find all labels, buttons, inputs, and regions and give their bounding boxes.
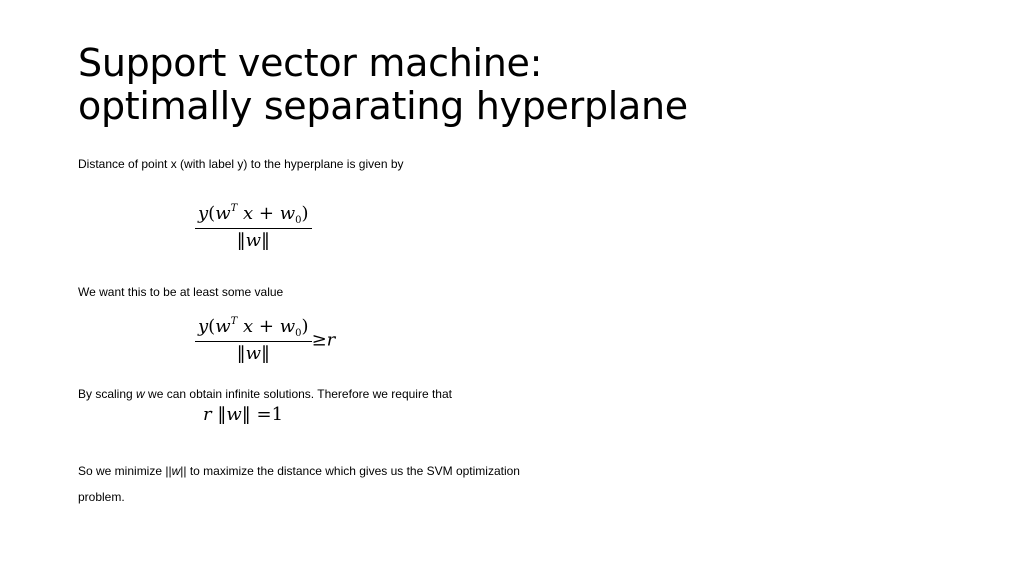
slide-title-line-2: optimally separating hyperplane (78, 84, 688, 128)
paragraph-scaling: By scaling w we can obtain infinite solutions. Therefore we require that (78, 387, 452, 401)
inequality-rhs: ≥r (311, 329, 336, 351)
paragraph-minimize: So we minimize ||w|| to maximize the distance which gives us the SVM optimization (78, 464, 520, 478)
paragraph-problem: problem. (78, 490, 125, 504)
equation-distance (195, 203, 312, 251)
paragraph-distance: Distance of point x (with label y) to the hyperplane is given by (78, 157, 404, 171)
equation-constraint: r ‖w‖ =1 (203, 404, 284, 425)
fraction-numerator: $y(w^T$ $x + w_0$) (198, 316, 309, 339)
paragraph-at-least: We want this to be at least some value (78, 285, 284, 299)
fraction (195, 316, 312, 364)
equation-inequality (195, 316, 335, 364)
slide-title (78, 42, 688, 128)
fraction-denominator: ‖w‖ (236, 343, 270, 364)
fraction-numerator: $y(w^T$ $x + w_0$) (198, 203, 309, 226)
fraction (195, 203, 312, 251)
fraction-denominator: ‖w‖ (236, 230, 270, 251)
slide-title-line-1: Support vector machine: (78, 41, 543, 85)
